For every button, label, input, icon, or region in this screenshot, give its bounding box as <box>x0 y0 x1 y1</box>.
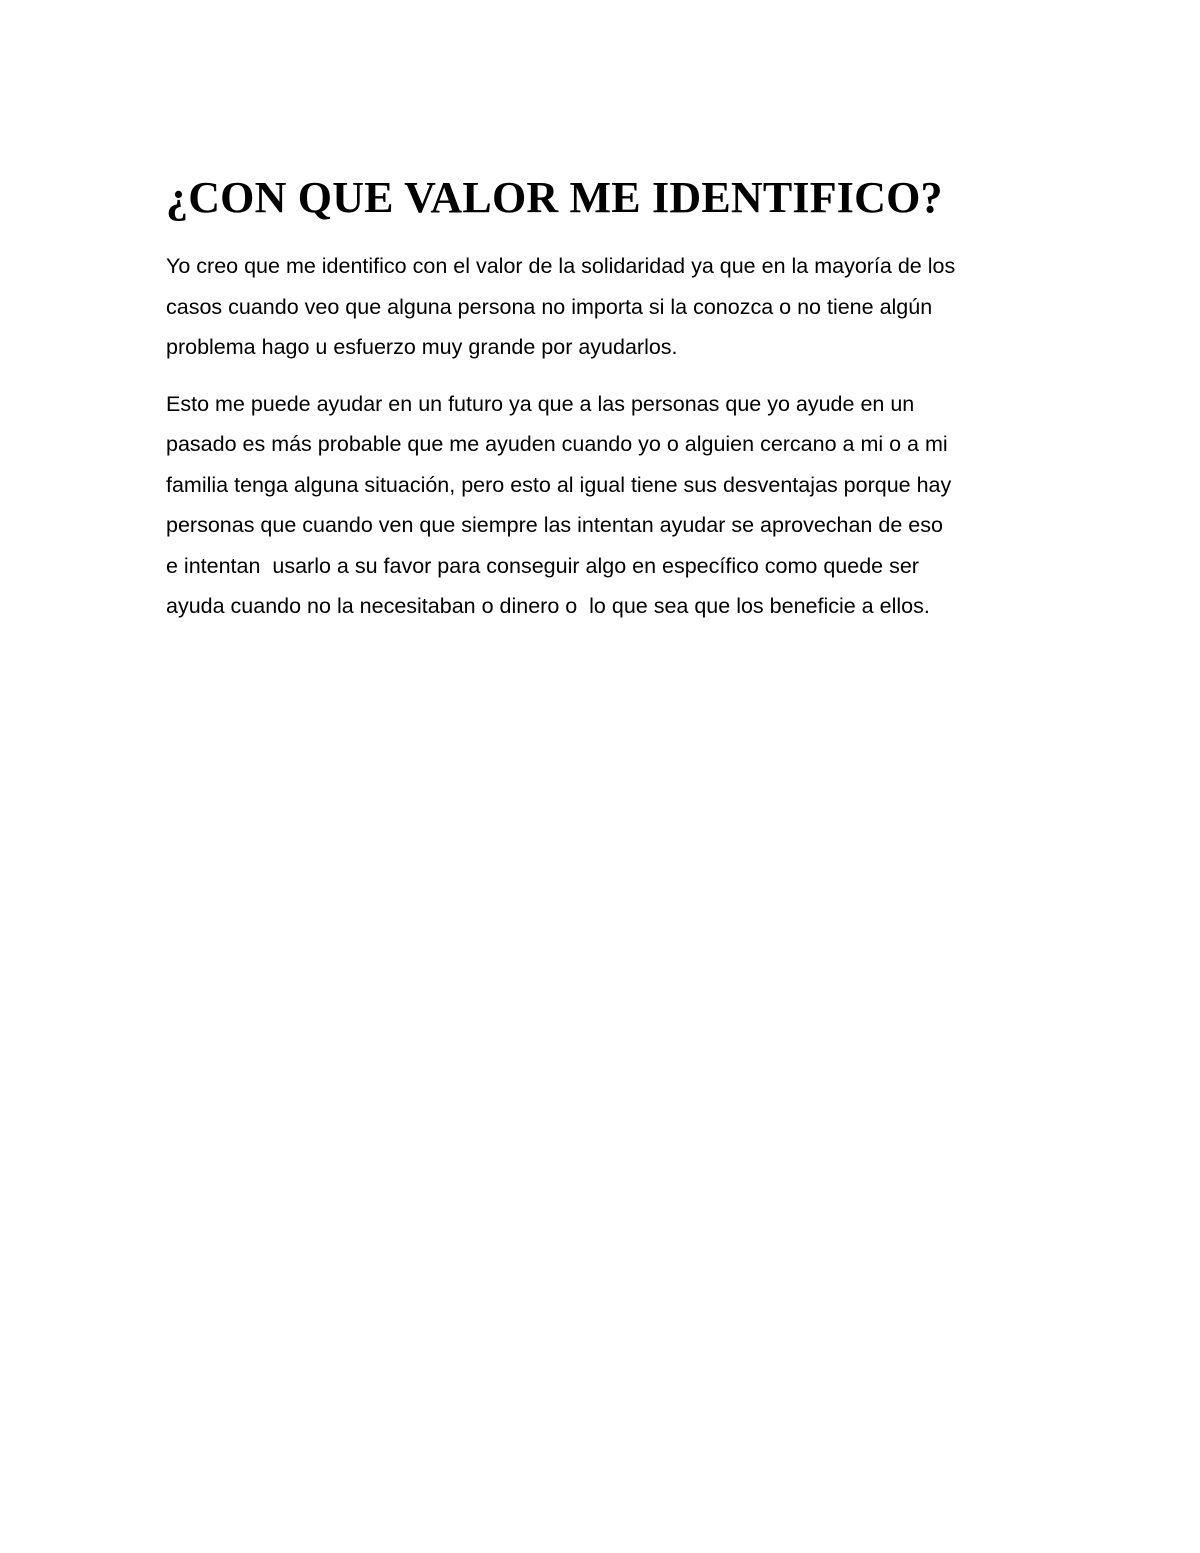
paragraph-line: pasado es más probable que me ayuden cuando yo o alguien cercano a mi o a mi <box>166 432 948 456</box>
paragraph-line: personas que cuando ven que siempre las intentan ayudar se aprovechan de eso <box>166 513 943 537</box>
paragraph-line: casos cuando veo que alguna persona no importa si la conozca o no tiene algún <box>166 294 933 319</box>
document-title: ¿CON QUE VALOR ME IDENTIFICO? <box>166 173 943 222</box>
paragraph-line: Esto me puede ayudar en un futuro ya que a las personas que yo ayude en un <box>166 391 915 416</box>
paragraph-line: Yo creo que me identifico con el valor de la solidaridad ya que en la mayoría de los <box>166 254 956 278</box>
paragraph-line: ayuda cuando no la necesitaban o dinero o lo que sea que los beneficie a ellos. <box>166 594 930 618</box>
paragraph-line: problema hago u esfuerzo muy grande por ayudarlos. <box>166 335 678 359</box>
paragraph-2 <box>166 384 1046 627</box>
paragraph-line: familia tenga alguna situación, pero esto al igual tiene sus desventajas porque hay <box>166 472 952 497</box>
paragraph-line: e intentan usarlo a su favor para conseguir algo en específico como quede ser <box>166 553 919 578</box>
document-body <box>166 168 1046 643</box>
paragraph-1 <box>166 246 1046 368</box>
